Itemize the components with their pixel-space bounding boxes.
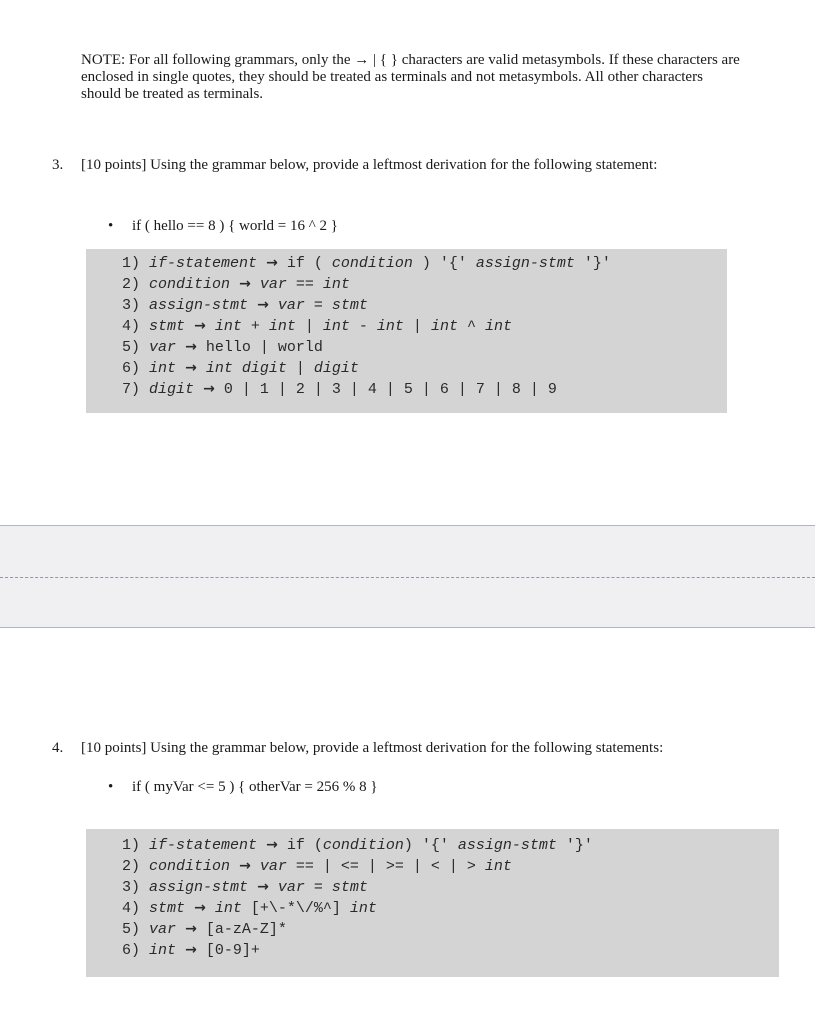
rule-rhs-segment: [0-9]+	[205, 942, 260, 959]
rule-rhs-segment: int	[268, 318, 296, 335]
rule-lhs: stmt	[149, 900, 186, 917]
rule-number: 3)	[122, 879, 141, 896]
grammar-rule	[122, 919, 779, 940]
grammar-rule	[122, 337, 727, 358]
rule-lhs: condition	[149, 276, 231, 293]
rule-rhs-segment: hello | world	[205, 339, 323, 356]
rule-number: 3)	[122, 297, 141, 314]
rule-rhs-segment: assign-stmt	[475, 255, 575, 272]
rule-number: 5)	[122, 921, 141, 938]
rule-arrow-icon: →	[185, 921, 197, 937]
rule-rhs-segment: |	[286, 360, 314, 377]
rule-number: 2)	[122, 276, 141, 293]
grammar-rule	[122, 379, 727, 400]
question-3-statement-text: if ( hello == 8 ) { world = 16 ^ 2 }	[132, 218, 338, 234]
rule-rhs-segment: ) '{'	[403, 837, 458, 854]
rule-rhs-segment: condition	[322, 837, 404, 854]
page-break	[0, 525, 815, 628]
rule-rhs-segment: int	[349, 900, 377, 917]
rule-rhs-segment: |	[295, 318, 323, 335]
rule-rhs-segment: var	[259, 276, 287, 293]
question-4-text: [10 points] Using the grammar below, provide a leftmost derivation for the following statements:	[81, 740, 664, 756]
rule-rhs-segment: [a-zA-Z]*	[205, 921, 287, 938]
rule-number: 4)	[122, 900, 141, 917]
rule-rhs-segment: ^	[457, 318, 485, 335]
rule-arrow-icon: →	[194, 318, 206, 334]
rule-number: 2)	[122, 858, 141, 875]
bullet-mark: •	[108, 218, 114, 234]
note-paragraph: NOTE: For all following grammars, only the → | { } characters are valid metasymbols. If these characters are enclosed in single quotes, they should be treated as terminals and not metasymbols. All other characters should be treated as terminals.	[81, 52, 740, 102]
rule-arrow-icon: →	[185, 942, 197, 958]
question-4-statement	[108, 779, 378, 796]
question-4-number: 4.	[52, 740, 64, 756]
rule-number: 1)	[122, 837, 141, 854]
rule-rhs-segment: stmt	[331, 879, 368, 896]
rule-rhs-segment: '}'	[556, 837, 593, 854]
page-break-dashed-line	[0, 577, 815, 578]
rule-arrow-icon: →	[194, 900, 206, 916]
grammar-rule	[122, 856, 779, 877]
rule-rhs-segment: int	[214, 318, 242, 335]
rule-arrow-icon: →	[185, 339, 197, 355]
question-3-text: [10 points] Using the grammar below, provide a leftmost derivation for the following statement:	[81, 157, 658, 173]
question-3-number: 3.	[52, 157, 64, 173]
rule-rhs-segment: int	[430, 318, 458, 335]
rule-rhs-segment: int	[214, 900, 242, 917]
rule-rhs-segment: ==	[286, 276, 323, 293]
rule-rhs-segment: 0 | 1 | 2 | 3 | 4 | 5 | 6 | 7 | 8 | 9	[223, 381, 557, 398]
rule-rhs-segment: ) '{'	[412, 255, 476, 272]
rule-lhs: int	[149, 942, 177, 959]
grammar-rule	[122, 253, 727, 274]
rule-rhs-segment: =	[304, 297, 332, 314]
rule-rhs-segment: -	[349, 318, 377, 335]
grammar-rule	[122, 274, 727, 295]
rule-rhs-segment: var	[277, 879, 305, 896]
rule-rhs-segment: if (	[286, 837, 323, 854]
rule-rhs-segment: var	[277, 297, 305, 314]
rule-lhs: int	[149, 360, 177, 377]
rule-arrow-icon: →	[257, 297, 269, 313]
grammar-rule	[122, 898, 779, 919]
rule-lhs: if-statement	[149, 255, 258, 272]
rule-arrow-icon: →	[185, 360, 197, 376]
rule-number: 1)	[122, 255, 141, 272]
rule-rhs-segment: +	[241, 318, 269, 335]
rule-rhs-segment: =	[304, 879, 332, 896]
rule-rhs-segment: int	[484, 318, 512, 335]
rule-number: 6)	[122, 360, 141, 377]
question-3-statement	[108, 218, 338, 235]
rule-lhs: condition	[149, 858, 231, 875]
rule-lhs: var	[149, 339, 177, 356]
rule-lhs: digit	[149, 381, 195, 398]
bullet-mark: •	[108, 779, 114, 795]
rule-arrow-icon: →	[203, 381, 215, 397]
grammar-rule	[122, 358, 727, 379]
rule-rhs-segment: '}'	[574, 255, 611, 272]
rule-rhs-segment: [+\-*\/%^]	[241, 900, 350, 917]
grammar-rule	[122, 835, 779, 856]
rule-rhs-segment: int	[322, 318, 350, 335]
question-4-statement-text: if ( myVar <= 5 ) { otherVar = 256 % 8 }	[132, 779, 378, 795]
rule-rhs-segment: var	[259, 858, 287, 875]
rule-rhs-segment: |	[403, 318, 431, 335]
rule-arrow-icon: →	[266, 255, 278, 271]
rule-arrow-icon: →	[239, 858, 251, 874]
rule-arrow-icon: →	[266, 837, 278, 853]
rule-number: 4)	[122, 318, 141, 335]
rule-rhs-segment: int	[322, 276, 350, 293]
grammar-box-q4	[86, 829, 779, 977]
rule-rhs-segment: int digit	[205, 360, 287, 377]
grammar-rule	[122, 877, 779, 898]
grammar-box-q3	[86, 249, 727, 413]
rule-rhs-segment: int	[376, 318, 404, 335]
rule-rhs-segment: digit	[313, 360, 359, 377]
rule-lhs: assign-stmt	[149, 297, 249, 314]
grammar-rule	[122, 316, 727, 337]
rule-lhs: if-statement	[149, 837, 258, 854]
rule-rhs-segment: int	[484, 858, 512, 875]
grammar-rule	[122, 295, 727, 316]
rule-lhs: stmt	[149, 318, 186, 335]
rule-rhs-segment: if (	[286, 255, 332, 272]
rule-number: 6)	[122, 942, 141, 959]
rule-arrow-icon: →	[239, 276, 251, 292]
grammar-rule	[122, 940, 779, 961]
rule-number: 7)	[122, 381, 141, 398]
rule-rhs-segment: assign-stmt	[457, 837, 557, 854]
rule-arrow-icon: →	[257, 879, 269, 895]
rule-rhs-segment: == | <= | >= | < | >	[286, 858, 485, 875]
rule-rhs-segment: stmt	[331, 297, 368, 314]
rule-lhs: var	[149, 921, 177, 938]
rule-rhs-segment: condition	[331, 255, 413, 272]
rule-number: 5)	[122, 339, 141, 356]
rule-lhs: assign-stmt	[149, 879, 249, 896]
